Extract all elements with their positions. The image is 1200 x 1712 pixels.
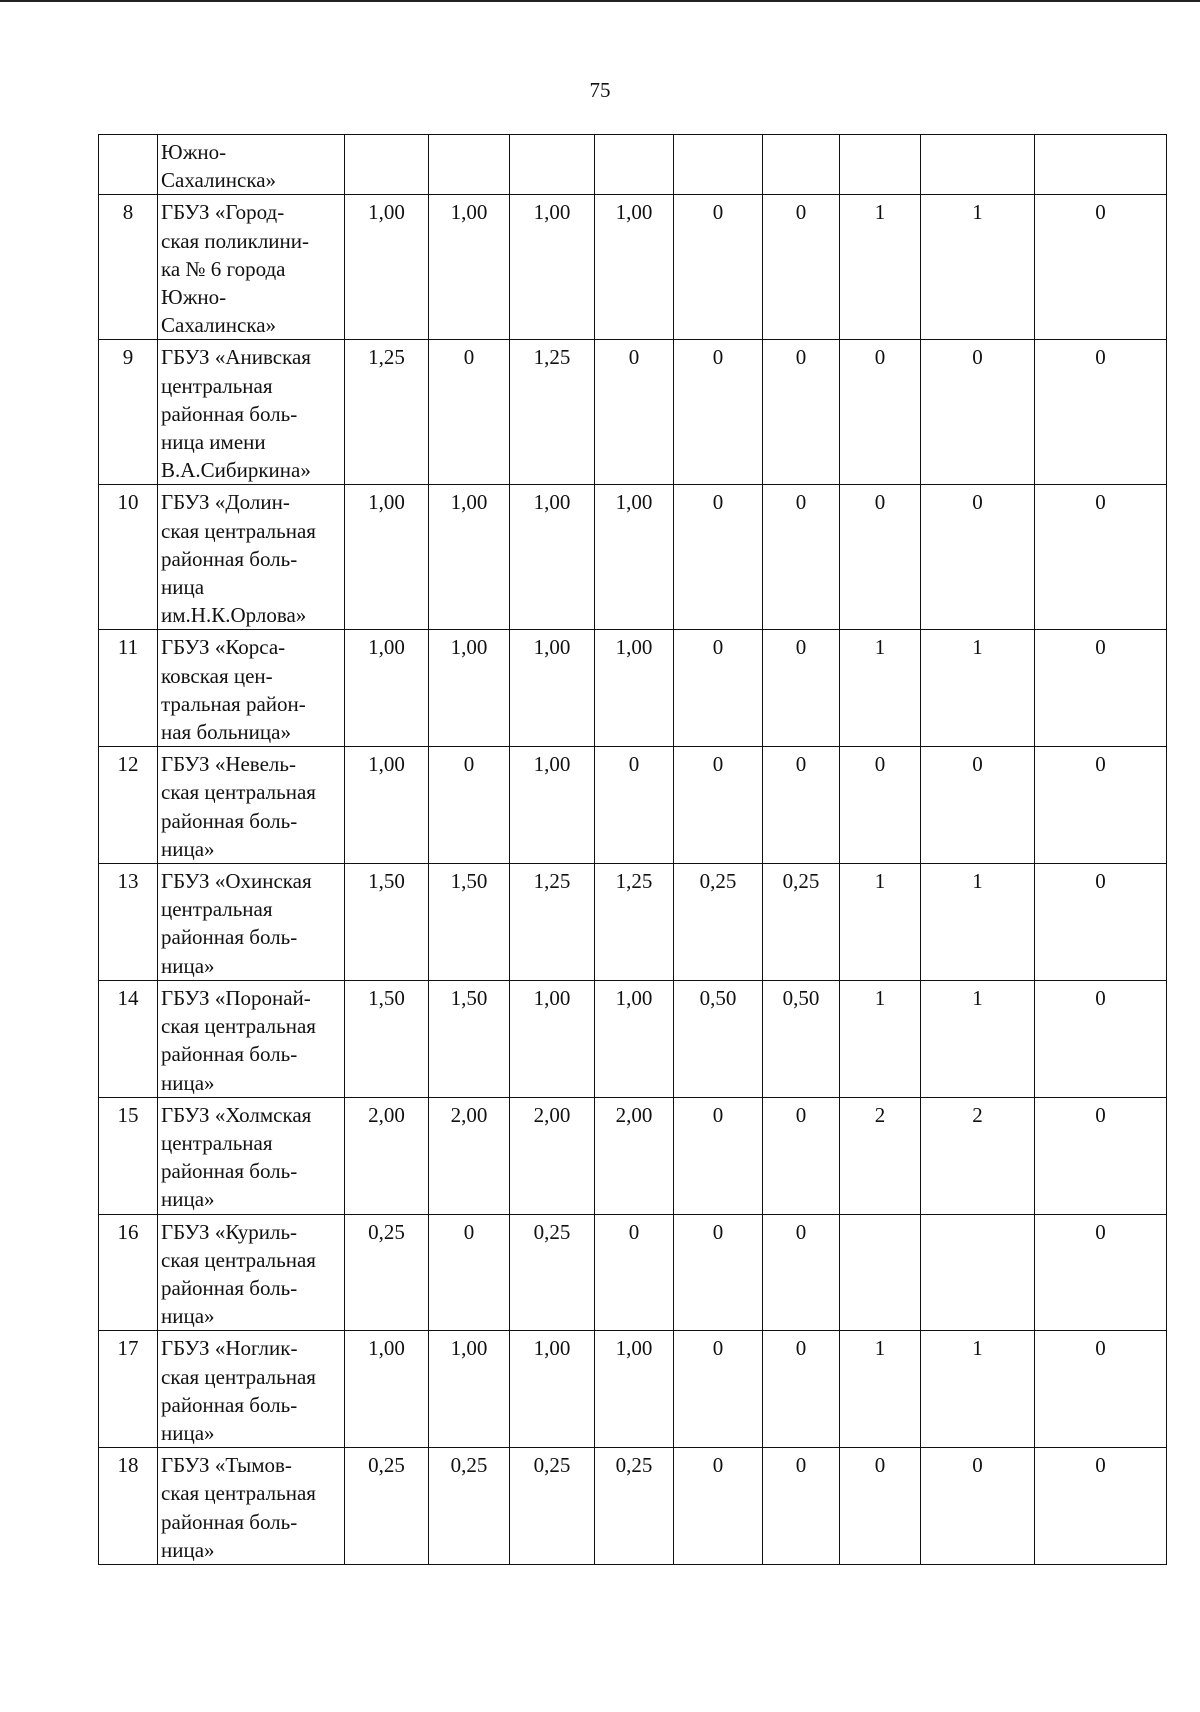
institution-name-line: центральная (161, 1130, 273, 1155)
value-cell: 1,00 (345, 485, 429, 630)
institution-name-line: ская центральная (161, 1247, 316, 1272)
institution-name (158, 1448, 345, 1565)
value-cell: 1,00 (510, 980, 595, 1097)
value-cell: 0 (1035, 1097, 1167, 1214)
value-cell: 1,00 (595, 485, 674, 630)
value-cell: 0 (763, 1097, 840, 1214)
value-cell: 1,00 (345, 747, 429, 864)
value-cell: 0 (763, 1331, 840, 1448)
institution-name-line: районная боль- (161, 1509, 298, 1534)
institution-name (158, 1214, 345, 1331)
institution-name-line: центральная (161, 373, 273, 398)
table-row (99, 864, 1167, 981)
table-row (99, 1214, 1167, 1331)
value-cell: 0 (763, 340, 840, 485)
value-cell: 2 (840, 1097, 921, 1214)
value-cell (1035, 135, 1167, 195)
value-cell: 0 (763, 485, 840, 630)
value-cell: 1 (921, 630, 1035, 747)
value-cell (840, 135, 921, 195)
value-cell: 1,00 (429, 1331, 510, 1448)
institution-name (158, 1097, 345, 1214)
institution-name-line: районная боль- (161, 808, 298, 833)
table-row (99, 630, 1167, 747)
value-cell (674, 135, 763, 195)
institution-name-line: ГБУЗ «Поронай- (161, 985, 311, 1010)
value-cell: 0 (429, 340, 510, 485)
value-cell: 1,50 (345, 864, 429, 981)
institution-name-line: ская поликлини- (161, 228, 310, 253)
institution-name-line: ГБУЗ «Куриль- (161, 1219, 298, 1244)
value-cell: 1,00 (510, 1331, 595, 1448)
table-row (99, 747, 1167, 864)
institution-name-line: ГБУЗ «Корса- (161, 635, 286, 660)
value-cell: 0,50 (763, 980, 840, 1097)
value-cell: 0 (674, 747, 763, 864)
value-cell: 1 (840, 864, 921, 981)
institution-name-line: ная больница» (161, 720, 291, 745)
value-cell: 1,25 (595, 864, 674, 981)
table-row (99, 1331, 1167, 1448)
value-cell: 0 (840, 340, 921, 485)
value-cell: 1,25 (510, 864, 595, 981)
institution-name-line: ГБУЗ «Город- (161, 200, 285, 225)
institution-name-line: ница» (161, 1537, 215, 1562)
table-body (99, 135, 1167, 1565)
value-cell: 0,25 (345, 1214, 429, 1331)
value-cell: 1,00 (345, 1331, 429, 1448)
value-cell: 1,25 (510, 340, 595, 485)
value-cell: 2,00 (345, 1097, 429, 1214)
value-cell: 0 (763, 1214, 840, 1331)
value-cell: 0,25 (763, 864, 840, 981)
value-cell (429, 135, 510, 195)
value-cell: 1,00 (429, 485, 510, 630)
institution-name (158, 135, 345, 195)
institution-name-line: ГБУЗ «Тымов- (161, 1453, 292, 1478)
value-cell: 0 (921, 340, 1035, 485)
value-cell: 1,00 (595, 195, 674, 340)
value-cell: 0 (763, 1448, 840, 1565)
row-number: 10 (99, 485, 158, 630)
institution-name-line: районная боль- (161, 401, 298, 426)
value-cell: 0 (674, 485, 763, 630)
institution-name-line: ГБУЗ «Ноглик- (161, 1336, 298, 1361)
value-cell (840, 1214, 921, 1331)
value-cell: 1,00 (345, 630, 429, 747)
value-cell: 0 (1035, 1331, 1167, 1448)
institution-name (158, 340, 345, 485)
row-number: 16 (99, 1214, 158, 1331)
institution-name-line: ГБУЗ «Невель- (161, 752, 296, 777)
value-cell: 0 (595, 747, 674, 864)
value-cell: 0 (1035, 340, 1167, 485)
top-rule (0, 0, 1200, 2)
value-cell: 0,25 (510, 1448, 595, 1565)
institution-name-line: ница» (161, 953, 215, 978)
institution-name-line: ская центральная (161, 780, 316, 805)
value-cell: 0 (840, 747, 921, 864)
institution-name (158, 1331, 345, 1448)
value-cell: 0 (429, 1214, 510, 1331)
institution-name (158, 630, 345, 747)
value-cell: 1 (921, 1331, 1035, 1448)
value-cell: 1,00 (510, 195, 595, 340)
row-number: 17 (99, 1331, 158, 1448)
value-cell: 1,50 (429, 864, 510, 981)
value-cell: 0 (840, 1448, 921, 1565)
table-row (99, 340, 1167, 485)
value-cell: 0 (763, 747, 840, 864)
value-cell: 1 (921, 864, 1035, 981)
value-cell: 2 (921, 1097, 1035, 1214)
value-cell: 1,00 (510, 747, 595, 864)
value-cell: 0 (674, 1448, 763, 1565)
institution-name-line: ГБУЗ «Охинская (161, 869, 312, 894)
row-number: 14 (99, 980, 158, 1097)
value-cell: 0 (674, 1214, 763, 1331)
value-cell: 1,50 (429, 980, 510, 1097)
value-cell: 0 (921, 747, 1035, 864)
value-cell: 1 (840, 980, 921, 1097)
value-cell: 1 (840, 195, 921, 340)
value-cell: 1,00 (429, 195, 510, 340)
value-cell: 0 (674, 1097, 763, 1214)
institution-name (158, 864, 345, 981)
value-cell (921, 135, 1035, 195)
value-cell: 0 (921, 1448, 1035, 1565)
value-cell: 0 (1035, 747, 1167, 864)
row-number: 18 (99, 1448, 158, 1565)
value-cell: 0 (840, 485, 921, 630)
institution-name-line: Южно- (161, 140, 227, 164)
institution-name-line: ница» (161, 836, 215, 861)
institution-name-line: им.Н.К.Орлова» (161, 603, 307, 628)
table-row (99, 980, 1167, 1097)
institution-name-line: ница (161, 575, 205, 600)
institution-name (158, 195, 345, 340)
value-cell: 0 (674, 340, 763, 485)
institution-name-line: районная боль- (161, 1042, 298, 1067)
institution-name (158, 747, 345, 864)
institution-name-line: ница имени (161, 430, 266, 455)
value-cell: 1 (921, 980, 1035, 1097)
value-cell: 0 (763, 630, 840, 747)
value-cell: 1 (840, 1331, 921, 1448)
row-number: 12 (99, 747, 158, 864)
institution-name-line: Сахалинска» (161, 313, 277, 338)
value-cell: 0 (1035, 485, 1167, 630)
value-cell: 2,00 (595, 1097, 674, 1214)
institution-name-line: В.А.Сибиркина» (161, 458, 311, 483)
institution-name-line: Южно- (161, 285, 227, 310)
value-cell: 0 (1035, 1448, 1167, 1565)
value-cell: 1,25 (345, 340, 429, 485)
row-number: 15 (99, 1097, 158, 1214)
value-cell (345, 135, 429, 195)
institution-name-line: районная боль- (161, 1392, 298, 1417)
value-cell: 1,00 (345, 195, 429, 340)
institution-name-line: ка № 6 города (161, 256, 286, 281)
value-cell: 0 (674, 1331, 763, 1448)
row-number: 8 (99, 195, 158, 340)
value-cell: 0 (595, 340, 674, 485)
value-cell: 0 (1035, 195, 1167, 340)
table-row (99, 1097, 1167, 1214)
value-cell: 0 (1035, 864, 1167, 981)
table-row (99, 195, 1167, 340)
institution-name-line: районная боль- (161, 1159, 298, 1184)
institution-name-line: ница» (161, 1187, 215, 1212)
value-cell: 0 (674, 630, 763, 747)
table-row (99, 135, 1167, 195)
value-cell: 0,25 (429, 1448, 510, 1565)
row-number (99, 135, 158, 195)
row-number: 13 (99, 864, 158, 981)
value-cell: 0 (674, 195, 763, 340)
institution-name-line: ГБУЗ «Холмская (161, 1102, 312, 1127)
institution-name-line: районная боль- (161, 1275, 298, 1300)
value-cell: 0,25 (595, 1448, 674, 1565)
value-cell: 2,00 (510, 1097, 595, 1214)
institution-name-line: районная боль- (161, 546, 298, 571)
institution-name-line: районная боль- (161, 925, 298, 950)
value-cell: 0 (1035, 630, 1167, 747)
value-cell: 0 (595, 1214, 674, 1331)
table-row (99, 485, 1167, 630)
institution-name (158, 485, 345, 630)
institution-name-line: ская центральная (161, 1364, 316, 1389)
value-cell (595, 135, 674, 195)
value-cell (763, 135, 840, 195)
institution-name-line: ская центральная (161, 518, 316, 543)
value-cell: 1,00 (595, 980, 674, 1097)
row-number: 11 (99, 630, 158, 747)
row-number: 9 (99, 340, 158, 485)
value-cell: 2,00 (429, 1097, 510, 1214)
value-cell: 1 (840, 630, 921, 747)
institution-name-line: ская центральная (161, 1481, 316, 1506)
value-cell: 1,00 (595, 630, 674, 747)
institution-name (158, 980, 345, 1097)
value-cell: 0 (763, 195, 840, 340)
value-cell: 0,25 (674, 864, 763, 981)
institution-name-line: ница» (161, 1070, 215, 1095)
page-number: 75 (589, 78, 611, 102)
institution-name-line: центральная (161, 897, 273, 922)
value-cell: 0,25 (345, 1448, 429, 1565)
institution-name-line: ковская цен- (161, 663, 273, 688)
institution-name-line: Сахалинска» (161, 168, 277, 193)
value-cell: 0,25 (510, 1214, 595, 1331)
institution-name-line: ГБУЗ «Долин- (161, 490, 290, 515)
value-cell: 0 (429, 747, 510, 864)
institution-name-line: ГБУЗ «Анивская (161, 345, 311, 370)
value-cell (921, 1214, 1035, 1331)
value-cell: 1,00 (510, 630, 595, 747)
value-cell: 0 (1035, 980, 1167, 1097)
institution-name-line: тральная район- (161, 691, 306, 716)
table-row (99, 1448, 1167, 1565)
value-cell: 1,00 (510, 485, 595, 630)
value-cell: 1,00 (429, 630, 510, 747)
value-cell: 0 (921, 485, 1035, 630)
institution-name-line: ница» (161, 1420, 215, 1445)
value-cell: 1 (921, 195, 1035, 340)
value-cell: 0,50 (674, 980, 763, 1097)
value-cell: 1,50 (345, 980, 429, 1097)
value-cell (510, 135, 595, 195)
value-cell: 0 (1035, 1214, 1167, 1331)
value-cell: 1,00 (595, 1331, 674, 1448)
institution-name-line: ница» (161, 1304, 215, 1329)
institution-name-line: ская центральная (161, 1014, 316, 1039)
data-table (98, 134, 1167, 1565)
